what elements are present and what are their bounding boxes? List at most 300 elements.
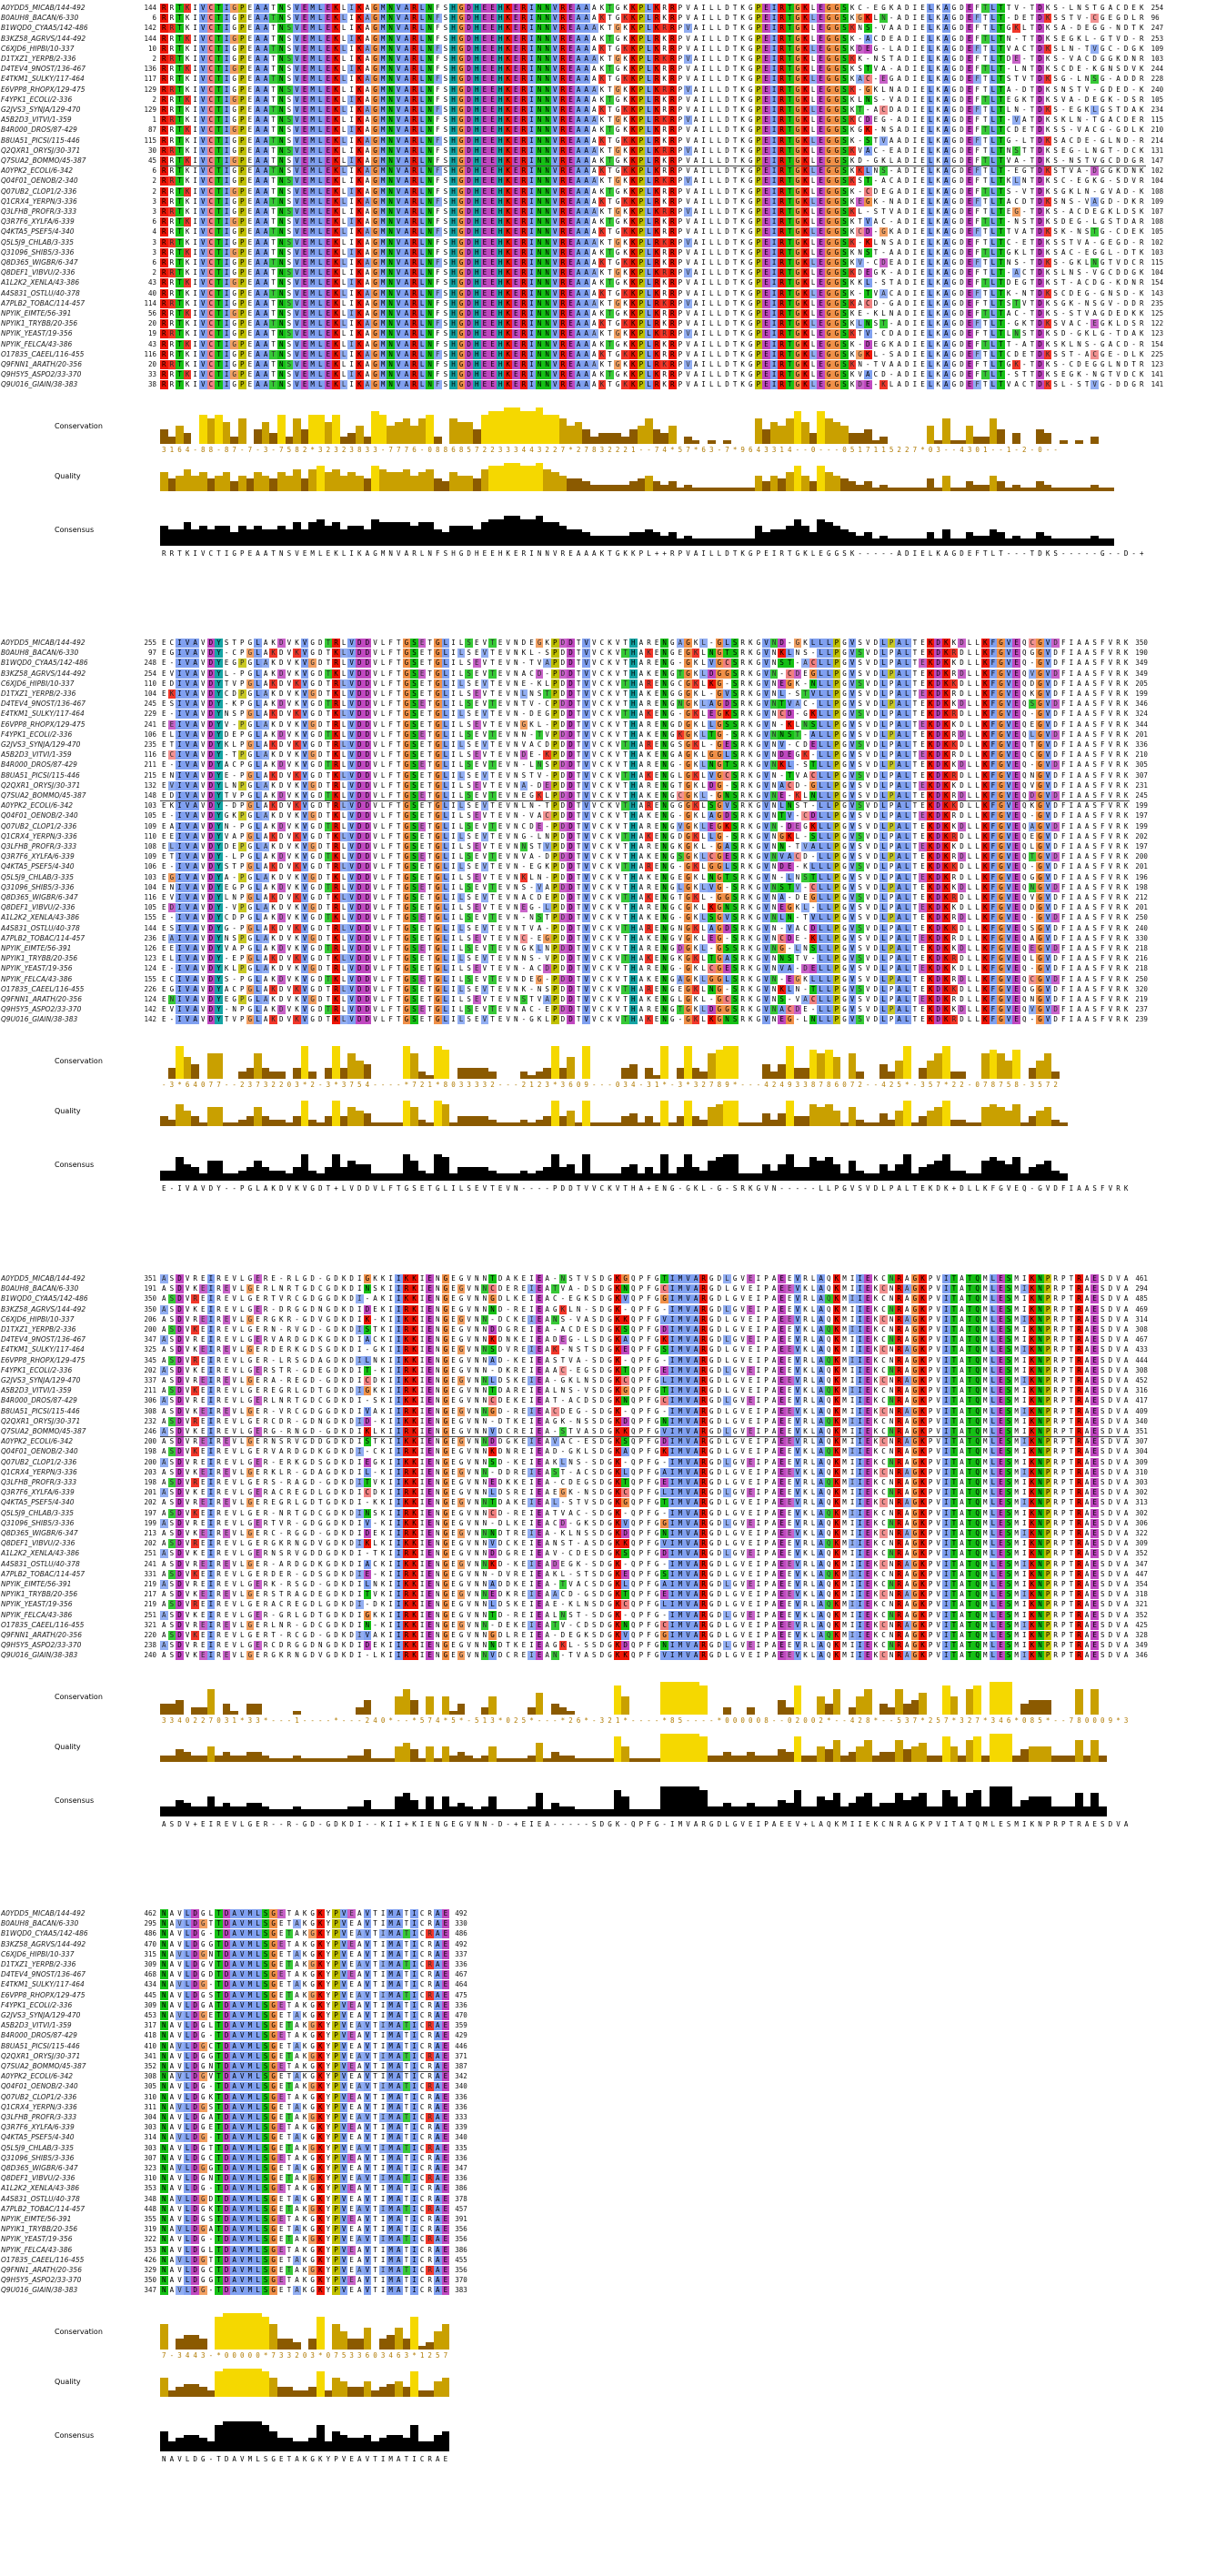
sequence-row[interactable]: E6VPP8_RHOPX/129-475 445 N A V L D G S T D A V M L S G E T A K G K Y P V E A V T I M A T I C R A E 475: [0, 1991, 1206, 2000]
sequence-name[interactable]: B4R000_DROS/87-429: [1, 2031, 133, 2040]
sequence-row[interactable]: Q3LFHB_PROFR/3-333 304 N A V L D G A T D A V M L S G E T A K G K Y P V E A V T I M A T I C R A E 333: [0, 2113, 1206, 2122]
sequence-row[interactable]: A5B2D3_VITVI/1-359 116 E C I V A V D Y - T P G L A K D V K V G D T K L V D D V L F T G S E T G L I L S E V T E V N D E - K P D D T V V C K V T H A K E N G A G K L G G L S R K G V N D E G K - L L P G V S V D L P A L T E K D K R D L L K F G V E Q C G V D F I A A S F V R K 210: [0, 750, 1206, 760]
sequence-name[interactable]: C6XJD6_HIPBI/10-337: [1, 45, 133, 54]
sequence-name[interactable]: D1TXZ1_YERPB/2-336: [1, 689, 133, 699]
sequence-name[interactable]: A4S831_OSTLU/40-378: [1, 2195, 133, 2204]
sequence-row[interactable]: Q2QXR1_ORYSJ/30-371 341 N A V L D G G T D A V M L S G E T A K G K Y P V E A V T I M A T I C R A E 371: [0, 2052, 1206, 2061]
sequence-name[interactable]: D4TEV4_9NOST/136-467: [1, 65, 133, 74]
sequence-row[interactable]: Q31096_SHIB5/3-336 307 N A V L D G C T D A V M L S G E T A K G K Y P V E A V T I M A T I C R A E 336: [0, 2154, 1206, 2163]
sequence-name[interactable]: NPYIK1_TRYBB/20-356: [1, 2225, 133, 2234]
sequence-row[interactable]: NPYIK_FELCA/43-386 43 R R T K I V C T I G P E A A T N S V E M L E K L I K A G M N V A R L N F S H G D H E E H K E R I N N V R E A A A K T G K K P L R K R P V A I L L D T K G P E I R T G K L E G G S K - D E G K A D I E L K A G D E F T L T T - A T D K S K L N S - G A C D - R 154: [0, 340, 1206, 349]
sequence-row[interactable]: NPYIK_EIMTE/56-391 355 N A V L D G S T D A V M L S G E T A K G K Y P V E A V T I M A T I C R A E 391: [0, 2215, 1206, 2224]
sequence-row[interactable]: Q8DEF1_VIBVU/2-336 202 A S D V R E I R E V L G E R G K R N G D V G D K D I K L K I I K K I E N G E G V N N V D C K E I E A N S T - A S D G K K Q P F G V I M V A R G D L G V E I P A E E V R L A Q K M I I E K C N R A G K P V I T A T Q M L E S M I K N P R P T R A E S D V A 309: [0, 1539, 1206, 1548]
sequence-name[interactable]: F4YPK1_ECOLI/2-336: [1, 2001, 133, 2010]
sequence-row[interactable]: B3KZ58_AGRVS/144-492 254 E V I V A V D Y L - P G L A K D V K V G D T K L V D D V L F T G S E T G L I L S E V T E V N A C D - P D D T V V C K V T H A K E N G T G K L D G G S R K G V N - C D E G L L P G V S V D L P A L T E K D K R D L L K F G V E Q V G V D F I A A S F V R K 349: [0, 669, 1206, 679]
sequence-name[interactable]: Q31096_SHIB5/3-336: [1, 883, 133, 892]
sequence-row[interactable]: B3KZ58_AGRVS/144-492 144 R R T K I V C T I G P E A A T N S V E M L E K L I K A G M N V A R L N F S H G D H E E H K E R I N N V R E A A A K T G K K P L R K R P V A I L L D T K G P E I R T G K L E G G S K - A C D E A D I E L K A G D E F T L T N - T T D K S E G K L - G T V D - R 253: [0, 35, 1206, 44]
sequence-name[interactable]: Q5L5J9_CHLAB/3-335: [1, 873, 133, 882]
sequence-row[interactable]: B8UA51_PICSI/115-446 410 N A V L D G C T D A V M L S G E T A K G K Y P V E A V T I M A T I C R A E 446: [0, 2042, 1206, 2051]
sequence-name[interactable]: E4TKM1_SULKY/117-464: [1, 709, 133, 719]
sequence-name[interactable]: G2JVS3_SYNJA/129-470: [1, 740, 133, 750]
sequence-name[interactable]: A7PLB2_TOBAC/114-457: [1, 1570, 133, 1579]
sequence-name[interactable]: NPYIK_FELCA/43-386: [1, 2246, 133, 2255]
sequence-row[interactable]: A0YPK2_ECOLI/6-342 200 A S D V R E I R E V L G E R N S R V G D D G D K D I S T K I I K K I E N G E G V N N D D G K E I E A V A C - E S D G K S Q P F G D I M V A R G D L G V E I P A E E V R L A Q K M I I E K C N R A G K P V I T A T Q M L E S M I K N P R P T R A E S D V A 307: [0, 1437, 1206, 1446]
sequence-row[interactable]: Q4KTA5_PSEF5/4-340 202 A S D V R E I R E V L G E R E G R L G D T G D K D I - K K I I K K I E N G E G V N N T D A K E I E A L - S T V S D G K G Q P F G T I M V A R G D L G V E I P A E E V R L A Q K M I I E K C N R A G K P V I T A T Q M L E S M I K N P R P T R A E S D V A 313: [0, 1498, 1206, 1507]
sequence-row[interactable]: Q9FNN1_ARATH/20-356 220 A S D V K E I R E V L G E R T - R C G D - G D K D I V A K I I R K I E N G E G V N N G D L R E I E A - D E G K S D G K V Q P F G G I M V A R G D L G V E I P A E E V K L A Q K M I I E K C N R A G K P V I T A T Q M L E S M I K N P R P T R A E S D V A 328: [0, 1631, 1206, 1640]
sequence-row[interactable]: A7PLB2_TOBAC/114-457 236 E A I V A V D Y N S P G L A K D V K V G D T K L V D D V L F T G S E T G L I L S E V T E V N C - E G P D D T V V C K V T H A K E N G V G K L E G - S R K G V N C D E - K L L P G V S V D L P A L T E K D K R D L L K F G V E Q A G V D F I A A S F V R K 330: [0, 934, 1206, 943]
sequence-name[interactable]: Q7SUA2_BOMMO/45-387: [1, 2062, 133, 2071]
sequence-name[interactable]: B1WQD0_CYAA5/142-486: [1, 1929, 133, 1938]
sequence-row[interactable]: A4S831_OSTLU/40-378 40 R R T K I V C T I G P E A A T N S V E M L E K L I K A G M N V A R L N F S H G D H E E H K E R I N N V R E A A A K T G K K P L K R R P V A I L L D T K G P E I R T G K L E G G S K - T V A C A D I E L K A G D E F T L T K - N T D K S C D E G - G N S D - K 143: [0, 289, 1206, 298]
sequence-row[interactable]: B8UA51_PICSI/115-446 215 E N I V A V D Y E - P G L A K D V K V G D T K L V D D V L F T G S E T G L I L S E V T E V N S T V - P D D T V V C K V T H A K E N G L G K L V G C S R K G V N - T V A C L L P G V S V D L P A L T E K D K R D L L K F G V E Q N G V D F I A A S F V R K 307: [0, 771, 1206, 780]
sequence-name[interactable]: Q1CRX4_YERPN/3-336: [1, 197, 133, 206]
sequence-row[interactable]: G2JVS3_SYNJA/129-470 129 R R T K I V C T I G P E A A T N S V E M L E K L I K A G M N V A R L N F S H G D H E E H K E R I N N V R E A A A K T G K K P L K R R P V A I L L D T K G P E I R T G K L E G G S K T - A C D A D I E L K A G D E F T L T L N - T D K S - E G K L G S T D A K 234: [0, 106, 1206, 115]
sequence-row[interactable]: F4YPK1_ECOLI/2-336 2 R R T K I V C T I G P E A A T N S V E M L E K L I K A G M N V A R L N F S H G D H E E H K E R I N N V R E A A A K T G K K P L R K R P V A I L L D T K G P E I R T G K L E G G S K L N S - V A D I E L K A G D E F T L T E G K T D K S V A - D E G K - D S R 105: [0, 96, 1206, 105]
sequence-row[interactable]: E4TKM1_SULKY/117-464 229 E - I V A V D Y N S P G L A K D V K V G D T K L V D D V L F T G S E T G L I L S E V T E V N - D E G P D D T V V C K V T H A K E N G - G K L E G K S R K G V N C D - G K L L P G V S V D L P A L T E K D K R D L L K F G V E Q - G V D F I A A S F V R K 324: [0, 709, 1206, 719]
sequence-row[interactable]: A7PLB2_TOBAC/114-457 331 A S D V K E I R E V L G E R D E R - G D S G D K D I E - K I I R K I E N G E G V N N - D V R E I E A K L - S T S D G K E Q P F G S I M V A R G D L G V E I P A E E V K L A Q K M I I E K C N R A G K P V I T A T Q M L E S M I K N P R P T R A E S D V A 447: [0, 1570, 1206, 1579]
sequence-row[interactable]: Q4KTA5_PSEF5/4-340 4 R R T K I V C T I G P E A A T N S V E M L E K L I K A G M N V A R L N F S H G D H E E H K E R I N N V R E A A A K T G K K P L K R R P V A I L L D T K G P E I R T G K L E G G S K C D - G K A D I E L K A G D E F T L T T V A T D K S K - N S T G - C D E K 105: [0, 227, 1206, 236]
sequence-row[interactable]: Q07UB2_CLOP1/2-336 109 E A I V A V D Y N - P G L A K D V K V G D T R L V D D V L F T G S E T G L I L S E V T E V N C D E - P D D T V V C K V T H A R E N G V G K L E G K S R K G V N - D E G K L L P G V S V D L P A L T E K D K K D L L K F G V E Q A G V D F I A A S F V R K 199: [0, 822, 1206, 831]
sequence-name[interactable]: D4TEV4_9NOST/136-467: [1, 1970, 133, 1979]
sequence-row[interactable]: Q2QXR1_ORYSJ/30-371 232 A S D V R E I R E V L G E R C D R - G D N G D K D I D - K I I K K I E N G E G V N N - D T K E I E A G K - N S S D G K D Q P F G N I M V A R G D L G V E I P A E E V R L A Q K M I I E K C N R A G K P V I T A T Q M L E S M I K N P R P T R A E S D V A 340: [0, 1417, 1206, 1426]
sequence-name[interactable]: C6XJD6_HIPBI/10-337: [1, 1950, 133, 1959]
sequence-name[interactable]: A5B2D3_VITVI/1-359: [1, 116, 133, 125]
sequence-name[interactable]: B3KZ58_AGRVS/144-492: [1, 1940, 133, 1949]
sequence-name[interactable]: G2JVS3_SYNJA/129-470: [1, 106, 133, 115]
sequence-name[interactable]: NPYIK1_TRYBB/20-356: [1, 954, 133, 963]
sequence-row[interactable]: Q04F01_OENOB/2-340 105 E - I V A V D Y G K P G L A K D V K V G D T K L V D D V L F T G S E T G L I L S E V T E V N - V A C P D D T V V C K V T H A K E N G - G K L A G D S R K G V N T V - C D L L P G V S V D L P A L T E K D K R D L L K F G V E Q - G V D F I A A S F V R K 197: [0, 811, 1206, 820]
sequence-name[interactable]: Q4KTA5_PSEF5/4-340: [1, 1498, 133, 1507]
sequence-row[interactable]: NPYIK1_TRYBB/20-356 123 E L I V A V D Y - E P G L A K D V K V G D T K L V D D V L F T G S E T G L I L S E V T E V N N S - V P D D T V V C K V T H A K E N G K G K L T G A S R K G V N N S T V - L L P G V S V D L P A L T E K D K R D L L K F G V E Q L G V D F I A A S F V R K 216: [0, 954, 1206, 963]
sequence-row[interactable]: Q1CRX4_YERPN/3-336 311 N A V L D G S T D A V M L S G E T A K G K Y P V E A V T I M A T I C R A E 336: [0, 2103, 1206, 2112]
sequence-row[interactable]: Q4KTA5_PSEF5/4-340 314 N A V L D G - T D A V M L S G E T A K G K Y P V E A V T I M A T I C R A E 340: [0, 2133, 1206, 2142]
sequence-name[interactable]: A5B2D3_VITVI/1-359: [1, 750, 133, 760]
sequence-row[interactable]: Q9FNN1_ARATH/20-356 20 R R T K I V C T I G P E A A T N S V E M L E K L I K A G M N V A R L N F S H G D H E E H K E R I N N V R E A A A K T G K K P L R K R P V A I L L D T K G P E I R T G K L E G G S K N - T V A A D I E L K A G D E F T L T G K - T D K S - C D E G G L N D T R 123: [0, 360, 1206, 369]
sequence-row[interactable]: B4R000_DROS/87-429 306 A S D V R E I R E V L G E R L N R T G D C G D K D I - S K I I K K I E N G E G V N N C D E K E I E A T - A C D S D G K N Q P F G C I M V A R G D L G V E I P A E E V R L A Q K M I I E K C N R A G K P V I T A T Q M L E S M I K N P R P T R A E S D V A 417: [0, 1396, 1206, 1405]
sequence-row[interactable]: B0AUH8_BACAN/6-330 191 A S D V K E I R E V L G E R L N R T G D C G D K D I N S K I I R K I E N G E G V N N C D E R E I E A T V A - D S D G K N Q P F G C I M V A R G D L G V E I P A E E V K L A Q K M I I E K C N R A G K P V I T A T Q M L E S M I K N P R P T R A E S D V A 294: [0, 1284, 1206, 1293]
sequence-name[interactable]: B1WQD0_CYAA5/142-486: [1, 659, 133, 668]
sequence-name[interactable]: A7PLB2_TOBAC/114-457: [1, 934, 133, 943]
sequence-name[interactable]: Q2QXR1_ORYSJ/30-371: [1, 146, 133, 156]
sequence-name[interactable]: G2JVS3_SYNJA/129-470: [1, 1376, 133, 1385]
sequence-row[interactable]: Q31096_SHIB5/3-336 3 R R T K I V C T I G P E A A T N S V E M L E K L I K A G M N V A R L N F S H G D H E E H K E R I N N V R E A A A K T G K K P L K R R P V A I L L D T K G P E I R T G K L E G G S K N S T - A A D I E L K A G D E F T L T G K L T D K S A C - E G G L - D T K 103: [0, 248, 1206, 257]
sequence-name[interactable]: Q3LFHB_PROFR/3-333: [1, 2113, 133, 2122]
sequence-row[interactable]: A0YDD5_MICAB/144-492 351 A S D V R E I R E V L G E R E - R L G D - G D K D I G K K I I K K I E N G E G V N N T D A K E I E A - N S T V S D G K G Q P F G T I M V A R G D L G V E I P A E E V R L A Q K M I I E K C N R A G K P V I T A T Q M L E S M I K N P R P T R A E S D V A 461: [0, 1274, 1206, 1283]
sequence-row[interactable]: Q04F01_OENOB/2-340 198 A S D V K E I R E V L G E R V A R D G D K G D K D I - C K I I R K I E N G E G V N N K D N R E I E A D - G K L S D G K A Q P F G K I M V A R G D L G V E I P A E E V K L A Q K M I I E K C N R A G K P V I T A T Q M L E S M I K N P R P T R A E S D V A 304: [0, 1447, 1206, 1456]
sequence-row[interactable]: F4YPK1_ECOLI/2-336 309 N A V L D G A T D A V M L S G E T A K G K Y P V E A V T I M A T I C R A E 336: [0, 2001, 1206, 2010]
sequence-name[interactable]: B4R000_DROS/87-429: [1, 760, 133, 770]
sequence-row[interactable]: A1L2K2_XENLA/43-386 155 E - I V A V D Y C D P G L A K D V K V G D T K L V D D V L F T G S E T G L I L S E V T E V N - N S T P D D T V V C K V T H A K E N G - G K L S G V S R K G V N L N - T V L L P G V S V D L P A L T E K D K R D L L K F G V E Q - G V D F I A A S F V R K 250: [0, 913, 1206, 922]
sequence-row[interactable]: D4TEV4_9NOST/136-467 136 R R T K I V C T I G P E A A T N S V E M L E K L I K A G M N V A R L N F S H G D H E E H K E R I N N V R E A A A K T G K K P L K R R P V A I L L D T K G P E I R T G K L E G G S K S T V A - A D I E L K A G D E F T L T - L N T D K S C D E - K G N S D V K 244: [0, 65, 1206, 74]
sequence-row[interactable]: A1L2K2_XENLA/43-386 251 A S D V K E I R E V L G E R N S R V G D D G D K D I - T K I I R K I E N G E G V N N D D G R E I E A V - C D E S D G K S Q P F G D I M V A R G D L G V E I P A E E V K L A Q K M I I E K C N R A G K P V I T A T Q M L E S M I K N P R P T R A E S D V A 352: [0, 1549, 1206, 1558]
sequence-row[interactable]: E4TKM1_SULKY/117-464 434 N A V L D G - T D A V M L S G E T A K G K Y P V E A V T I M A T I C R A E 464: [0, 1980, 1206, 1989]
sequence-name[interactable]: O17835_CAEEL/116-455: [1, 2256, 133, 2265]
sequence-row[interactable]: O17835_CAEEL/116-455 426 N A V L D G T T D A V M L S G E T A K G K Y P V E A V T I M A T I C R A E 455: [0, 2256, 1206, 2265]
sequence-row[interactable]: A4S831_OSTLU/40-378 241 A S D V R E I R E V L G E R - A R D G D K G D K D I A C K I I K K I E N G E G V N N K D - K E I E A D E G K - S D G K - Q P F G - I M V A R G D L G V E I P A E E V R L A Q K M I I E K C N R A G K P V I T A T Q M L E S M I K N P R P T R A E S D V A 347: [0, 1560, 1206, 1569]
sequence-name[interactable]: E6VPP8_RHOPX/129-475: [1, 720, 133, 730]
sequence-row[interactable]: C6XJD6_HIPBI/10-337 315 N A V L D G N T D A V M L S G E T A K G K Y P V E A V T I M A T I C R A E 337: [0, 1950, 1206, 1959]
sequence-name[interactable]: Q8DEF1_VIBVU/2-336: [1, 2174, 133, 2183]
sequence-row[interactable]: Q31096_SHIB5/3-336 199 A S D V R E I R E V L G E R T V R - G D G G D K D I V - K I I K K I E N G E G V N N - D L K E I E A C D - G K S D G K V Q P F G G I M V A R G D L G V E I P A E E V R L A Q K M I I E K C N R A G K P V I T A T Q M L E S M I K N P R P T R A E S D V A 306: [0, 1519, 1206, 1528]
sequence-row[interactable]: Q7SUA2_BOMMO/45-387 246 A S D V K E I R E V L G E R G - R N G D - G D K D I K L K I I R K I E N G E G V N N V D C R E I E A - S T V A S D G K K Q P F G V I M V A R G D L G V E I P A E E V K L A Q K M I I E K C N R A G K P V I T A T Q M L E S M I K N P R P T R A E S D V A 351: [0, 1427, 1206, 1436]
sequence-row[interactable]: NPYIK1_TRYBB/20-356 319 N A V L D G A T D A V M L S G E T A K G K Y P V E A V T I M A T I C R A E 356: [0, 2225, 1206, 2234]
sequence-name[interactable]: O17835_CAEEL/116-455: [1, 985, 133, 994]
sequence-row[interactable]: Q9FNN1_ARATH/20-356 329 N A V L D G C T D A V M L S G E T A K G K Y P V E A V T I M A T I C R A E 356: [0, 2266, 1206, 2275]
sequence-name[interactable]: A7PLB2_TOBAC/114-457: [1, 299, 133, 308]
sequence-row[interactable]: Q2QXR1_ORYSJ/30-371 132 E V I V A V D Y L N P G L A K D V K V G D T R L V D D V L F T G S E T G L I L S E V T E V N A - D E P D D T V V C K V T H A R E N G T G K L D G - S R K G V N A C D - G L L P G V S V D L P A L T E K D K K D L L K F G V E Q V G V D F I A A S F V R K 231: [0, 781, 1206, 790]
sequence-row[interactable]: Q9U016_GIAIN/38-383 347 N A V L D G - T D A V M L S G E T A K G K Y P V E A V T I M A T I C R A E 383: [0, 2286, 1206, 2295]
sequence-name[interactable]: B3KZ58_AGRVS/144-492: [1, 35, 133, 44]
sequence-row[interactable]: B8UA51_PICSI/115-446 308 A S D V K E I R E V L G E R - V R C G D G G D K D I V A K I I R K I E N G E G V N N G D - R E I E A C D E G - S D G K - Q P F G - I M V A R G D L G V E I P A E E V K L A Q K M I I E K C N R A G K P V I T A T Q M L E S M I K N P R P T R A E S D V A 409: [0, 1407, 1206, 1416]
sequence-row[interactable]: NPYIK1_TRYBB/20-356 217 A S D V K E I R E V L G E R S T R A G D E G D K D I T V K I I R K I E N G E G V N N E D K R E I E A A C D - G S D G K T Q P F G E I M V A R G D L G V E I P A E E V K L A Q K M I I E K C N R A G K P V I T A T Q M L E S M I K N P R P T R A E S D V A 318: [0, 1590, 1206, 1599]
sequence-name[interactable]: A0YDD5_MICAB/144-492: [1, 639, 133, 648]
sequence-name[interactable]: A0YDD5_MICAB/144-492: [1, 1909, 133, 1918]
sequence-row[interactable]: A4S831_OSTLU/40-378 144 E S I V A V D Y G - P G L A K D V K V G D T R L V D D V L F T G S E T G L I L S E V T E V N T V A - P D D T V V C K V T H A R E N G N G K L A G D S R K G V N - V A C D L L P G V S V D L P A L T E K D K K D L L K F G V E Q S G V D F I A A S F V R K 240: [0, 924, 1206, 933]
sequence-row[interactable]: E6VPP8_RHOPX/129-475 345 A S D V R E I R E V L G E R - L R S G D A G D K D I L N K I I K K I E N G E G V N N A D - K E I E A S T V A - S D G K - Q P F G - I M V A R G D L G V E I P A E E V R L A Q K M I I E K C N R A G K P V I T A T Q M L E S M I K N P R P T R A E S D V A 444: [0, 1356, 1206, 1365]
sequence-row[interactable]: NPYIK_EIMTE/56-391 126 E E I V A V D Y V A P G L A K D V K V G D T R L V D D V L F T G S E T G L I L S E V T E V N G K L N P D D T V V C K V T H A R E N G D G K L - G S S R K G V N G - L N S L L P G V S V D L P A L T E K D K K D L L K F G V E Q E G V D F I A A S F V R K 218: [0, 944, 1206, 953]
sequence-name[interactable]: Q31096_SHIB5/3-336: [1, 2154, 133, 2163]
sequence-name[interactable]: Q8DEF1_VIBVU/2-336: [1, 268, 133, 277]
sequence-row[interactable]: B3KZ58_AGRVS/144-492 470 N A V L D G G T D A V M L S G E T A K G K Y P V E A V T I M A T I C R A E 492: [0, 1940, 1206, 1949]
sequence-name[interactable]: D1TXZ1_YERPB/2-336: [1, 55, 133, 64]
sequence-row[interactable]: A4S831_OSTLU/40-378 348 N A V L D G D T D A V M L S G E T A K G K Y P V E A V T I M A T I C R A E 378: [0, 2195, 1206, 2204]
sequence-name[interactable]: A1L2K2_XENLA/43-386: [1, 2184, 133, 2193]
sequence-row[interactable]: D1TXZ1_YERPB/2-336 2 R R T K I V C T I G P E A A T N S V E M L E K L I K A G M N V A R L N F S H G D H E E H K E R I N N V R E A A A K T G K K P L R K R P V A I L L D T K G P E I R T G K L E G G S K K - N S T A D I E L K A G D E F T L T D E - T D K S - V A C D G G K D N R 103: [0, 55, 1206, 64]
sequence-row[interactable]: D4TEV4_9NOST/136-467 347 A S D V R E I R E V L G E R V A R D G D K G D K D I A C K I I K K I E N G E G V N N K D N K E I E A D E G - L S D G K A Q P F G K I M V A R G D L G V E I P A E E V R L A Q K M I I E K C N R A G K P V I T A T Q M L E S M I K N P R P T R A E S D V A 467: [0, 1335, 1206, 1344]
sequence-row[interactable]: C6XJD6_HIPBI/10-337 206 A S D V R E I R E V L G E R G K R - G D V G D K D I K - K I I K K I E N G E G V N N - D C K E I E A N S - V A S D G K K Q P F G V I M V A R G D L G V E I P A E E V R L A Q K M I I E K C N R A G K P V I T A T Q M L E S M I K N P R P T R A E S D V A 314: [0, 1315, 1206, 1324]
sequence-row[interactable]: NPYIK_FELCA/43-386 155 E C I V A V D Y S - P G L A K D V K V G D T K L V D D V L F T G S E T G L I L S E V T E V N D E G - P D D T V V C K V T H A K E N G A G K L G G L S R K G V N - E G K L L L P G V S V D L P A L T E K D K R D L L K F G V E Q C G V D F I A A S F V R K 250: [0, 975, 1206, 984]
sequence-row[interactable]: NPYIK_YEAST/19-356 124 E - I V A V D Y K L P G L A K D V K V G D T R L V D D V L F T G S E T G L I L S E V T E V N - A C D P D D T V V C K V T H A R E N G - G K L C G E S R K G V N V A - D E L L P G V S V D L P A L T E K D K K D L L K F G V E Q - G V D F I A A S F V R K 218: [0, 964, 1206, 973]
sequence-row[interactable]: Q7SUA2_BOMMO/45-387 148 E D I V A V D Y T V P G L A K D V K V G D T K L V D D V L F T G S E T G L I L S E V T E V N E G K L P D D T V V C K V T H A K E N G C G K L - G N S R K G V N E - K L N L L P G V S V D L P A L T E K D K R D L L K F G V E Q D G V D F I A A S F V R K 245: [0, 791, 1206, 800]
sequence-name[interactable]: Q8DEF1_VIBVU/2-336: [1, 1539, 133, 1548]
sequence-name[interactable]: NPYIK_EIMTE/56-391: [1, 2215, 133, 2224]
sequence-name[interactable]: E6VPP8_RHOPX/129-475: [1, 1991, 133, 2000]
sequence-row[interactable]: NPYIK_YEAST/19-356 322 N A V L D G - T D A V M L S G E T A K G K Y P V E A V T I M A T I C R A E 356: [0, 2235, 1206, 2244]
sequence-name[interactable]: Q2QXR1_ORYSJ/30-371: [1, 1417, 133, 1426]
sequence-name[interactable]: Q3R7F6_XYLFA/6-339: [1, 852, 133, 861]
sequence-name[interactable]: A4S831_OSTLU/40-378: [1, 924, 133, 933]
sequence-name[interactable]: Q9FNN1_ARATH/20-356: [1, 1631, 133, 1640]
sequence-name[interactable]: A0YDD5_MICAB/144-492: [1, 1274, 133, 1283]
sequence-row[interactable]: Q07UB2_CLOP1/2-336 2 R R T K I V C T I G P E A A T N S V E M L E K L I K A G M N V A R L N F S H G D H E E H K E R I N N V R E A A A K T G K K P L K R R P V A I L L D T K G P E I R T G K L E G G S K - C D E G A D I E L K A G D E F T L T S - V T D K S G K L N - G V A D - K 108: [0, 187, 1206, 196]
sequence-row[interactable]: NPYIK_YEAST/19-356 19 R R T K I V C T I G P E A A T N S V E M L E K L I K A G M N V A R L N F S H G D H E E H K E R I N N V R E A A A K T G K K P L K R R P V A I L L D T K G P E I R T G K L E G G S K T V - C D A D I E L K A G D E F T L T L N S T D K S D - G K L G - T D A K 123: [0, 329, 1206, 338]
sequence-row[interactable]: A1L2K2_XENLA/43-386 353 N A V L D G - T D A V M L S G E T A K G K Y P V E A V T I M A T I C R A E 386: [0, 2184, 1206, 2193]
sequence-row[interactable]: O17835_CAEEL/116-455 116 R R T K I V C T I G P E A A T N S V E M L E K L I K A G M N V A R L N F S H G D H E E H K E R I N N V R E A A A K T G K K P L K R R P V A I L L D T K G P E I R T G K L E G G S K G K L - S A D I E L K A G D E F T L T C D E T D K S S T - A C G E - D L K 225: [0, 350, 1206, 359]
sequence-row[interactable]: NPYIK_FELCA/43-386 251 A S D V K E I R E V L G E R - G R L G D T G D K D I G K K I I R K I E N G E G V N N T D - R E I E A L N S T - S D G K - Q P F G - I M V A R G D L G V E I P A E E V K L A Q K M I I E K C N R A G K P V I T A T Q M L E S M I K N P R P T R A E S D V A 352: [0, 1611, 1206, 1620]
sequence-name[interactable]: NPYIK_FELCA/43-386: [1, 975, 133, 984]
sequence-row[interactable]: Q1CRX4_YERPN/3-336 3 R R T K I V C T I G P E A A T N S V E M L E K L I K A G M N V A R L N F S H G D H E E H K E R I N N V R E A A A K T G K K P L R K R P V A I L L D T K G P E I R T G K L E G G S K E G K - N A D I E L K A G D E F T L T A C D T D K S N S - V A G D - D K R 109: [0, 197, 1206, 206]
sequence-row[interactable]: Q9H5Y5_ASPO2/33-370 350 N A V L D G G T D A V M L S G E T A K G K Y P V E A V T I M A T I C R A E 370: [0, 2276, 1206, 2285]
sequence-name[interactable]: E6VPP8_RHOPX/129-475: [1, 86, 133, 95]
sequence-name[interactable]: Q7SUA2_BOMMO/45-387: [1, 1427, 133, 1436]
sequence-row[interactable]: E4TKM1_SULKY/117-464 325 A S D V K E I R E V L G E R D E R K G D S G D K D I - G K I I R K I E N G E G V N N S D V R E I E A K - N S T S D G K E Q P F G S I M V A R G D L G V E I P A E E V K L A Q K M I I E K C N R A G K P V I T A T Q M L E S M I K N P R P T R A E S D V A 433: [0, 1345, 1206, 1354]
sequence-name[interactable]: NPYIK_YEAST/19-356: [1, 329, 133, 338]
sequence-row[interactable]: C6XJD6_HIPBI/10-337 10 R R T K I V C T I G P E A A T N S V E M L E K L I K A G M N V A R L N F S H G D H E E H K E R I N N V R E A A A K T G K K P L K R R P V A I L L D T K G P E I R T G K L E G G S K D E G - L A D I E L K A G D E F T L T V A C T D K S L N - T V G C - D G K 109: [0, 45, 1206, 54]
sequence-row[interactable]: B0AUH8_BACAN/6-330 97 E G I V A V D Y - C P G L A K D V K V G D T K L V D D V L F T G S E T G L I L S E V T E V N K L - S P D D T V V C K V T H A K E N G E G K L N G T S R K G V N K L N S - L L P G V S V D L P A L T E K D K R D L L K F G V E Q G G V D F I A A S F V R K 190: [0, 649, 1206, 658]
sequence-name[interactable]: Q8D365_WIGBR/6-347: [1, 1529, 133, 1538]
sequence-row[interactable]: Q9FNN1_ARATH/20-356 124 E N I V A V D Y E G P G L A K D V K V G D T K L V D D V L F T G S E T G L I L S E V T E V N S T V A P D D T V V C K V T H A K E N G L G K L - G C S R K G V N S - V A C L L P G V S V D L P A L T E K D K R D L L K F G V E Q N G V D F I A A S F V R K 219: [0, 995, 1206, 1004]
sequence-name[interactable]: D1TXZ1_YERPB/2-336: [1, 1960, 133, 1969]
sequence-row[interactable]: Q8D365_WIGBR/6-347 323 N A V L D G G T D A V M L S G E T A K G K Y P V E A V T I M A T I C R A E 347: [0, 2164, 1206, 2173]
sequence-row[interactable]: A0YDD5_MICAB/144-492 255 E C I V A V D Y S T P G L A K D V K V G D T R L V D D V L F T G S E T G L I L S E V T E V N D E G K P D D T V V C K V T H A R E N G A G K L - G L S R K G V N D - G K L L L P G V S V D L P A L T E K D K K D L L K F G V E Q C G V D F I A A S F V R K 350: [0, 639, 1206, 648]
sequence-row[interactable]: A5B2D3_VITVI/1-359 317 N A V L D G L T D A V M L S G E T A K G K Y P V E A V T I M A T I C R A E 359: [0, 2021, 1206, 2030]
sequence-row[interactable]: G2JVS3_SYNJA/129-470 453 N A V L D G E T D A V M L S G E T A K G K Y P V E A V T I M A T I C R A E 470: [0, 2011, 1206, 2020]
sequence-name[interactable]: Q3R7F6_XYLFA/6-339: [1, 217, 133, 226]
sequence-row[interactable]: B4R000_DROS/87-429 418 N A V L D G - T D A V M L S G E T A K G K Y P V E A V T I M A T I C R A E 429: [0, 2031, 1206, 2040]
sequence-row[interactable]: Q07UB2_CLOP1/2-336 200 A S D V R E I R E V L G E R - E R K G D S G D K D I E G K I I K K I E N G E G V N N S D - K E I E A K L N S - S D G K - Q P F G - I M V A R G D L G V E I P A E E V R L A Q K M I I E K C N R A G K P V I T A T Q M L E S M I K N P R P T R A E S D V A 309: [0, 1458, 1206, 1467]
sequence-row[interactable]: Q3R7F6_XYLFA/6-339 201 A S D V K E I R E V L G E R A C R E G D L G D K D I C D K I I R K I E N G E G V N N L D S R E I E A E G K - N S D G K C Q P F G L I M V A R G D L G V E I P A E E V K L A Q K M I I E K C N R A G K P V I T A T Q M L E S M I K N P R P T R A E S D V A 302: [0, 1488, 1206, 1497]
sequence-name[interactable]: Q4KTA5_PSEF5/4-340: [1, 227, 133, 236]
sequence-name[interactable]: NPYIK_EIMTE/56-391: [1, 309, 133, 318]
sequence-row[interactable]: C6XJD6_HIPBI/10-337 110 E D I V A V D Y T V P G L A K D V K V G D T R L V D D V L F T G S E T G L I L S E V T E V N E - K L P D D T V V C K V T H A R E N G C G K L K G - S R K G V N E G K - N L L P G V S V D L P A L T E K D K K D L L K F G V E Q D G V D F I A A S F V R K 205: [0, 679, 1206, 689]
sequence-name[interactable]: NPYIK_FELCA/43-386: [1, 340, 133, 349]
sequence-row[interactable]: D1TXZ1_YERPB/2-336 200 A S D V K E I R E V L G E R N - R V G D - G D K D I S T K I I R K I E N G E G V N N D D G R E I E A - A C D E S D G K S Q P F G D I M V A R G D L G V E I P A E E V K L A Q K M I I E K C N R A G K P V I T A T Q M L E S M I K N P R P T R A E S D V A 308: [0, 1325, 1206, 1334]
sequence-row[interactable]: B3KZ58_AGRVS/144-492 350 A S D V K E I R E V L G E R - D R G G D N G D K D I D E K I I R K I E N G E G V N N N D - R E I E A G K L N - S D G K - Q P F G - I M V A R G D L G V E I P A E E V K L A Q K M I I E K C N R A G K P V I T A T Q M L E S M I K N P R P T R A E S D V A 469: [0, 1305, 1206, 1314]
sequence-name[interactable]: Q9H5Y5_ASPO2/33-370: [1, 1641, 133, 1650]
sequence-name[interactable]: A0YPK2_ECOLI/6-342: [1, 2072, 133, 2081]
sequence-name[interactable]: Q04F01_OENOB/2-340: [1, 811, 133, 820]
sequence-row[interactable]: NPYIK_EIMTE/56-391 56 R R T K I V C T I G P E A A T N S V E M L E K L I K A G M N V A R L N F S H G D H E E H K E R I N N V R E A A A K T G K K P L K R R P V A I L L D T K G P E I R T G K L E G G S K E - K L N A D I E L K A G D E F T L T A C - T D K S - S T V A G D E D K K 125: [0, 309, 1206, 318]
sequence-name[interactable]: A0YPK2_ECOLI/6-342: [1, 801, 133, 810]
sequence-name[interactable]: D4TEV4_9NOST/136-467: [1, 699, 133, 709]
sequence-name[interactable]: Q9H5Y5_ASPO2/33-370: [1, 1005, 133, 1014]
sequence-row[interactable]: Q1CRX4_YERPN/3-336 203 A S D V K E I R E V L G E R K L R - G D A G D K D I L - K I I R K I E N G E G V N N - D D R E I E A S T - A C S D G K L Q P F G A I M V A R G D L G V E I P A E E V K L A Q K M I I E K C N R A G K P V I T A T Q M L E S M I K N P R P T R A E S D V A 310: [0, 1468, 1206, 1477]
sequence-row[interactable]: Q7SUA2_BOMMO/45-387 45 R R T K I V C T I G P E A A T N S V E M L E K L I K A G M N V A R L N F S H G D H E E H K E R I N N V R E A A A K T G K K P L R K R P V A I L L D T K G P E I R T G K L E G G S K D - G K L A D I E L K A G D E F T L T V A - T D K S - N S T V G C D D G R 147: [0, 156, 1206, 166]
sequence-name[interactable]: Q2QXR1_ORYSJ/30-371: [1, 781, 133, 790]
sequence-row[interactable]: G2JVS3_SYNJA/129-470 235 E T I V A V D Y K L P G L A K D V K V G D T R L V D D V L F T G S E T G L I L S E V T E V N V A C D P D D T V V C K V T H A R E N G S G K L - G E S R K G V N V - C D E L L P G V S V D L P A L T E K D K K D L L K F G V E Q T G V D F I A A S F V R K 336: [0, 740, 1206, 750]
sequence-row[interactable]: F4YPK1_ECOLI/2-336 202 A S D V K E I R E V L G E R S T R - G D E G D K D I T - K I I R K I E N G E G V N N - D K R E I E A A C - E G S D G K T Q P F G E I M V A R G D L G V E I P A E E V K L A Q K M I I E K C N R A G K P V I T A T Q M L E S M I K N P R P T R A E S D V A 308: [0, 1366, 1206, 1375]
sequence-row[interactable]: B0AUH8_BACAN/6-330 6 R R T K I V C T I G P E A A T N S V E M L E K L I K A G M N V A R L N F S H G D H E E H K E R I N N V R E A A A K T G K K P L R K R P V A I L L D T K G P E I R T G K L E G G S K G K L N - A D I E L K A G D E F T L T - D E T D K S S T V - C G E G D L R 96: [0, 14, 1206, 23]
sequence-name[interactable]: A7PLB2_TOBAC/114-457: [1, 2205, 133, 2214]
sequence-row[interactable]: Q5L5J9_CHLAB/3-335 3 R R T K I V C T I G P E A A T N S V E M L E K L I K A G M N V A R L N F S H G D H E E H K E R I N N V R E A A A K T G K K P L R K R P V A I L L D T K G P E I R T G K L E G G S K - K L N S A D I E L K A G D E F T L T C - E T D K S S T V A - G E G D - R 102: [0, 238, 1206, 247]
sequence-name[interactable]: B1WQD0_CYAA5/142-486: [1, 1294, 133, 1303]
sequence-name[interactable]: E4TKM1_SULKY/117-464: [1, 1980, 133, 1989]
sequence-row[interactable]: NPYIK_YEAST/19-356 219 A S D V R E I R E V L G E R A C R E G D L G D K D I - D K I I K K I E N G E G V N N L D S K E I E A E - K L N S D G K C Q P F G L I M V A R G D L G V E I P A E E V R L A Q K M I I E K C N R A G K P V I T A T Q M L E S M I K N P R P T R A E S D V A 321: [0, 1600, 1206, 1609]
sequence-row[interactable]: Q3LFHB_PROFR/3-333 3 R R T K I V C T I G P E A A T N S V E M L E K L I K A G M N V A R L N F S H G D H E E H K E R I N N V R E A A A K T G K K P L K R R P V A I L L D T K G P E I R T G K L E G G S K L - S T V A D I E L K A G D E F T L T E G - T D K S - A C D E G K L D S K 107: [0, 207, 1206, 216]
sequence-name[interactable]: Q9U016_GIAIN/38-383: [1, 1651, 133, 1660]
sequence-row[interactable]: E6VPP8_RHOPX/129-475 129 R R T K I V C T I G P E A A T N S V E M L E K L I K A G M N V A R L N F S H G D H E E H K E R I N N V R E A A A K T G K K P L K R R P V A I L L D T K G P E I R T G K L E G G S K - G K L N A D I E L K A G D E F T L T A - D T D K S N S T V - G D E D - K 240: [0, 86, 1206, 95]
sequence-row[interactable]: Q3R7F6_XYLFA/6-339 6 R R T K I V C T I G P E A A T N S V E M L E K L I K A G M N V A R L N F S H G D H E E H K E R I N N V R E A A A K T G K K P L R K R P V A I L L D T K G P E I R T G K L E G G S K T V A C - A D I E L K A G D E F T L T - N S T D K S D E G - L G S T D A R 108: [0, 217, 1206, 226]
sequence-row[interactable]: Q31096_SHIB5/3-336 104 E N I V A V D Y E G P G L A K D V K V G D T R L V D D V L F T G S E T G L I L S E V T E V N S - V A P D D T V V C K V T H A R E N G L G K L V G - S R K G V N S T V - C L L P G V S V D L P A L T E K D K K D L L K F G V E Q N G V D F I A A S F V R K 198: [0, 883, 1206, 892]
sequence-name[interactable]: D1TXZ1_YERPB/2-336: [1, 1325, 133, 1334]
sequence-row[interactable]: A1L2K2_XENLA/43-386 43 R R T K I V C T I G P E A A T N S V E M L E K L I K A G M N V A R L N F S H G D H E E H K E R I N N V R E A A A K T G K K P L R K R P V A I L L D T K G P E I R T G K L E G G S K K L - S T A D I E L K A G D E F T L T D E G T D K S T - A C D G - K D N R 154: [0, 278, 1206, 287]
sequence-name[interactable]: Q07UB2_CLOP1/2-336: [1, 822, 133, 831]
sequence-row[interactable]: Q8D365_WIGBR/6-347 213 A S D V K E I R E V L G E R C - R G G D - G D K D I D E K I I R K I E N G E G V N N N D T R E I E A - K L N S S D G K D Q P F G N I M V A R G D L G V E I P A E E V K L A Q K M I I E K C N R A G K P V I T A T Q M L E S M I K N P R P T R A E S D V A 322: [0, 1529, 1206, 1538]
sequence-name[interactable]: Q3LFHB_PROFR/3-333: [1, 1478, 133, 1487]
sequence-name[interactable]: NPYIK_EIMTE/56-391: [1, 944, 133, 953]
sequence-row[interactable]: Q9H5Y5_ASPO2/33-370 238 A S D V R E I R E V L G E R C D R G G D N G D K D I D E K I I K K I E N G E G V N N N D T K E I E A G K L - S S D G K D Q P F G N I M V A R G D L G V E I P A E E V R L A Q K M I I E K C N R A G K P V I T A T Q M L E S M I K N P R P T R A E S D V A 349: [0, 1641, 1206, 1650]
sequence-name[interactable]: B3KZ58_AGRVS/144-492: [1, 1305, 133, 1314]
sequence-row[interactable]: Q5L5J9_CHLAB/3-335 103 E G I V A V D Y A - P G L A K D V K V G D T K L V D D V L F T G S E T G L I L S E V T E V N K L N - P D D T V V C K V T H A K E N G E G K L N G T S R K G V N - L N S T L L P G V S V D L P A L T E K D K R D L L K F G V E Q G G V D F I A A S F V R K 196: [0, 873, 1206, 882]
sequence-name[interactable]: Q8D365_WIGBR/6-347: [1, 893, 133, 902]
sequence-row[interactable]: O17835_CAEEL/116-455 226 E G I V A V D Y A C P G L A K D V K V G D T R L V D D V L F T G S E T G L I L S E V T E V N K - N S P D D T V V C K V T H A R E N G E G K L N G - S R K G V N K L N - T L L P G V S V D L P A L T E K D K K D L L K F G V E Q G G V D F I A A S F V R K 320: [0, 985, 1206, 994]
sequence-row[interactable]: Q3R7F6_XYLFA/6-339 109 E T I V A V D Y - L P G L A K D V K V G D T K L V D D V L F T G S E T G L I L S E V T E V N V A - D P D D T V V C K V T H A K E N G S G K L C G E S R K G V N V A C D - L L P G V S V D L P A L T E K D K R D L L K F G V E Q T G V D F I A A S F V R K 200: [0, 852, 1206, 861]
sequence-name[interactable]: C6XJD6_HIPBI/10-337: [1, 679, 133, 689]
sequence-name[interactable]: Q7SUA2_BOMMO/45-387: [1, 156, 133, 166]
sequence-row[interactable]: D4TEV4_9NOST/136-467 245 E S I V A V D Y - K P G L A K D V K V G D T R L V D D V L F T G S E T G L I L S E V T E V N T V - C P D D T V V C K V T H A R E N G N G K L A G D S R K G V N T V A C - L L P G V S V D L P A L T E K D K K D L L K F G V E Q S G V D F I A A S F V R K 346: [0, 699, 1206, 709]
sequence-row[interactable]: A0YDD5_MICAB/144-492 462 N A V L D G L T D A V M L S G E T A K G K Y P V E A V T I M A T I C R A E 492: [0, 1909, 1206, 1918]
sequence-row[interactable]: Q8D365_WIGBR/6-347 116 E V I V A V D Y L N P G L A K D V K V G D T K L V D D V L F T G S E T G L I L S E V T E V N A C D E P D D T V V C K V T H A K E N G T G K L - G G S R K G V N A - D E G L L P G V S V D L P A L T E K D K R D L L K F G V E Q V G V D F I A A S F V R K 212: [0, 893, 1206, 902]
sequence-name[interactable]: Q9FNN1_ARATH/20-356: [1, 2266, 133, 2275]
sequence-name[interactable]: Q9H5Y5_ASPO2/33-370: [1, 2276, 133, 2285]
sequence-name[interactable]: B8UA51_PICSI/115-446: [1, 136, 133, 146]
sequence-name[interactable]: Q8D365_WIGBR/6-347: [1, 2164, 133, 2173]
sequence-name[interactable]: Q1CRX4_YERPN/3-336: [1, 2103, 133, 2112]
sequence-row[interactable]: A0YDD5_MICAB/144-492 144 R R T K I V C T I G P E A A T N S V E M L E K L I K A G M N V A R L N F S H G D H E E H K E R I N N V R E A A A K T G K K P L K R R P V A I L L D T K G P E I R T G K L E G G S K C - E G K A D I E L K A G D E F T L T T V - T D K S - L N S T G A C D E K 254: [0, 4, 1206, 13]
sequence-row[interactable]: A0YPK2_ECOLI/6-342 308 N A V L D G V T D A V M L S G E T A K G K Y P V E A V T I M A T I C R A E 342: [0, 2072, 1206, 2081]
sequence-row[interactable]: B4R000_DROS/87-429 87 R R T K I V C T I G P E A A T N S V E M L E K L I K A G M N V A R L N F S H G D H E E H K E R I N N V R E A A A K T G K K P L K R R P V A I L L D T K G P E I R T G K L E G G S K G K - N S A D I E L K A G D E F T L T C D E T D K S S - V A C G - G D L K 210: [0, 126, 1206, 135]
sequence-name[interactable]: NPYIK1_TRYBB/20-356: [1, 1590, 133, 1599]
sequence-name[interactable]: F4YPK1_ECOLI/2-336: [1, 730, 133, 740]
sequence-row[interactable]: Q1CRX4_YERPN/3-336 110 E E I V A V D Y V A P G L A K D V K V G D T K L V D D V L F T G S E T G L I L S E V T E V N G - L N P D D T V V C K V T H A K E N G D G K L L G - S R K G V N G K L - S L L P G V S V D L P A L T E K D K R D L L K F G V E Q E G V D F I A A S F V R K 202: [0, 832, 1206, 841]
sequence-name[interactable]: O17835_CAEEL/116-455: [1, 1621, 133, 1630]
sequence-name[interactable]: Q31096_SHIB5/3-336: [1, 248, 133, 257]
sequence-row[interactable]: NPYIK_FELCA/43-386 353 N A V L D G L T D A V M L S G E T A K G K Y P V E A V T I M A T I C R A E 386: [0, 2246, 1206, 2255]
sequence-row[interactable]: D1TXZ1_YERPB/2-336 104 E K I V A V D Y C D P G L A K D V K V G D T K L V D D V L F T G S E T G L I L S E V T E V N L N S T P D D T V V C K V T H A K E N G G G K L - G V S R K G V N L - S T V L L P G V S V D L P A L T E K D K R D L L K F G V E Q K G V D F I A A S F V R K 199: [0, 689, 1206, 699]
sequence-name[interactable]: A1L2K2_XENLA/43-386: [1, 278, 133, 287]
sequence-name[interactable]: B0AUH8_BACAN/6-330: [1, 1284, 133, 1293]
sequence-name[interactable]: Q9U016_GIAIN/38-383: [1, 1015, 133, 1024]
sequence-row[interactable]: Q5L5J9_CHLAB/3-335 303 N A V L D G T T D A V M L S G E T A K G K Y P V E A V T I M A T I C R A E 335: [0, 2144, 1206, 2153]
sequence-name[interactable]: Q5L5J9_CHLAB/3-335: [1, 1509, 133, 1518]
sequence-row[interactable]: F4YPK1_ECOLI/2-336 106 E L I V A V D Y D E P G L A K D V K V G D T K L V D D V L F T G S E T G L I L S E V T E V N N - T V P D D T V V C K V T H A K E N G K G K L T G - S R K G V N N S T - A L L P G V S V D L P A L T E K D K R D L L K F G V E Q L G V D F I A A S F V R K 201: [0, 730, 1206, 740]
sequence-row[interactable]: B8UA51_PICSI/115-446 115 R R T K I V C T I G P E A A T N S V E M L E K L I K A G M N V A R L N F S H G D H E E H K E R I N N V R E A A A K T G K K P L R K R P V A I L L D T K G P E I R T G K L E G G S K - S T V A A D I E L K A G D E F T L T G - L T D K S A C D E - G L N D - R 214: [0, 136, 1206, 146]
sequence-name[interactable]: Q8DEF1_VIBVU/2-336: [1, 903, 133, 912]
sequence-name[interactable]: Q04F01_OENOB/2-340: [1, 2082, 133, 2091]
sequence-name[interactable]: Q7SUA2_BOMMO/45-387: [1, 791, 133, 800]
sequence-name[interactable]: NPYIK_YEAST/19-356: [1, 2235, 133, 2244]
sequence-row[interactable]: Q2QXR1_ORYSJ/30-371 30 R R T K I V C T I G P E A A T N S V E M L E K L I K A G M N V A R L N F S H G D H E E H K E R I N N V R E A A A K T G K K P L K R R P V A I L L D T K G P E I R T G K L E G G S K V A C - E A D I E L K A G D E F T L T N S T T D K S E G - L N G T - D C K 131: [0, 146, 1206, 156]
sequence-name[interactable]: NPYIK1_TRYBB/20-356: [1, 319, 133, 328]
sequence-name[interactable]: A0YPK2_ECOLI/6-342: [1, 166, 133, 176]
sequence-row[interactable]: Q04F01_OENOB/2-340 2 R R T K I V C T I G P E A A T N S V E M L E K L I K A G M N V A R L N F S H G D H E E H K E R I N N V R E A A A K T G K K P L R K R P V A I L L D T K G P E I R T G K L E G G S K S T - A C A D I E L K A G D E F T L T K L N T D K S C - E G K G - S D V R 104: [0, 176, 1206, 186]
sequence-name[interactable]: A5B2D3_VITVI/1-359: [1, 2021, 133, 2030]
sequence-name[interactable]: NPYIK_FELCA/43-386: [1, 1611, 133, 1620]
sequence-row[interactable]: D1TXZ1_YERPB/2-336 309 N A V L D G V T D A V M L S G E T A K G K Y P V E A V T I M A T I C R A E 336: [0, 1960, 1206, 1969]
sequence-row[interactable]: A0YPK2_ECOLI/6-342 103 E K I V A V D Y - D P G L A K D V K V G D T R L V D D V L F T G S E T G L I L S E V T E V N L N - T P D D T V V C K V T H A R E N G G G K L S G V S R K G V N L N S T - L L P G V S V D L P A L T E K D K K D L L K F G V E Q K G V D F I A A S F V R K 199: [0, 801, 1206, 810]
sequence-row[interactable]: O17835_CAEEL/116-455 321 A S D V R E I R E V L G E R L N R - G D C G D K D I N - K I I K K I E N G E G V N N - D E K E I E A T V - C D S D G K N Q P F G C I M V A R G D L G V E I P A E E V R L A Q K M I I E K C N R A G K P V I T A T Q M L E S M I K N P R P T R A E S D V A 425: [0, 1621, 1206, 1630]
sequence-name[interactable]: NPYIK_EIMTE/56-391: [1, 1580, 133, 1589]
sequence-row[interactable]: Q9H5Y5_ASPO2/33-370 142 E V I V A V D Y - N P G L A K D V K V G D T R L V D D V L F T G S E T G L I L S E V T E V N A C - E P D D T V V C K V T H A R E N G T G K L D G G S R K G V N A C D E - L L P G V S V D L P A L T E K D K K D L L K F G V E Q V G V D F I A A S F V R K 237: [0, 1005, 1206, 1014]
sequence-name[interactable]: Q2QXR1_ORYSJ/30-371: [1, 2052, 133, 2061]
sequence-row[interactable]: B0AUH8_BACAN/6-330 295 N A V L D G T T D A V M L S G E T A K G K Y P V E A V T I M A T I C R A E 330: [0, 1919, 1206, 1928]
sequence-name[interactable]: NPYIK_YEAST/19-356: [1, 964, 133, 973]
sequence-row[interactable]: D4TEV4_9NOST/136-467 468 N A V L D G D T D A V M L S G E T A K G K Y P V E A V T I M A T I C R A E 467: [0, 1970, 1206, 1979]
sequence-row[interactable]: Q9U016_GIAIN/38-383 142 E - I V A V D Y T V P G L A K D V K V G D T K L V D D V L F T G S E T G L I L S E V T E V N - G K L P D D T V V C K V T H A K E N G - G K L K G N S R K G V N E G - L N L L P G V S V D L P A L T E K D K R D L L K F G V E Q - G V D F I A A S F V R K 239: [0, 1015, 1206, 1024]
sequence-name[interactable]: A5B2D3_VITVI/1-359: [1, 1386, 133, 1395]
sequence-name[interactable]: B8UA51_PICSI/115-446: [1, 1407, 133, 1416]
sequence-row[interactable]: Q9U016_GIAIN/38-383 240 A S D V K E I R E V L G E R G K R N G D V G D K D I - L K I I R K I E N G E G V N N V D C R E I E A N - T V A S D G K K Q P F G V I M V A R G D L G V E I P A E E V K L A Q K M I I E K C N R A G K P V I T A T Q M L E S M I K N P R P T R A E S D V A 346: [0, 1651, 1206, 1660]
sequence-name[interactable]: B8UA51_PICSI/115-446: [1, 2042, 133, 2051]
sequence-name[interactable]: D4TEV4_9NOST/136-467: [1, 1335, 133, 1344]
sequence-name[interactable]: C6XJD6_HIPBI/10-337: [1, 1315, 133, 1324]
sequence-row[interactable]: NPYIK_EIMTE/56-391 219 A S D V R E I R E V L G E R K - R S G D - G D K D I L N K I I K K I E N G E G V N N A D D K E I E A - T V A C S D G K L Q P F G A I M V A R G D L G V E I P A E E V R L A Q K M I I E K C N R A G K P V I T A T Q M L E S M I K N P R P T R A E S D V A 354: [0, 1580, 1206, 1589]
sequence-row[interactable]: B1WQD0_CYAA5/142-486 142 R R T K I V C T I G P E A A T N S V E M L E K L I K A G M N V A R L N F S H G D H E E H K E R I N N V R E A A A K T G K K P L K R R P V A I L L D T K G P E I R T G K L E G G S K N S - V A A D I E L K A G D E F T L T G K L T D K S A - D E G G - N D T K 247: [0, 24, 1206, 33]
sequence-row[interactable]: E4TKM1_SULKY/117-464 117 R R T K I V C T I G P E A A T N S V E M L E K L I K A G M N V A R L N F S H G D H E E H K E R I N N V R E A A A K T G K K P L R K R P V A I L L D T K G P E I R T G K L E G G S K A C - E G A D I E L K A G D E F T L T S T V T D K S G - L N S G - A D D R 228: [0, 75, 1206, 84]
sequence-name[interactable]: Q1CRX4_YERPN/3-336: [1, 1468, 133, 1477]
sequence-row[interactable]: A5B2D3_VITVI/1-359 1 R R T K I V C T I G P E A A T N S V E M L E K L I K A G M N V A R L N F S H G D H E E H K E R I N N V R E A A A K T G K K P L R K R P V A I L L D T K G P E I R T G K L E G G S K C D E G - A D I E L K A G D E F T L T - V A T D K S K L N - T G A C D E R 115: [0, 116, 1206, 125]
sequence-name[interactable]: Q04F01_OENOB/2-340: [1, 1447, 133, 1456]
sequence-row[interactable]: A5B2D3_VITVI/1-359 211 A S D V K E I R E V L G E R E G R L G D T G D K D I G K K I I R K I E N G E G V N N T D A R E I E A L N S - V S D G K G Q P F G T I M V A R G D L G V E I P A E E V K L A Q K M I I E K C N R A G K P V I T A T Q M L E S M I K N P R P T R A E S D V A 316: [0, 1386, 1206, 1395]
sequence-row[interactable]: G2JVS3_SYNJA/129-470 337 A S D V R E I R E V L G E R A - R E G D - G D K D I C D K I I K K I E N G E G V N N L D S K E I E A - G K L N S D G K C Q P F G L I M V A R G D L G V E I P A E E V R L A Q K M I I E K C N R A G K P V I T A T Q M L E S M I K N P R P T R A E S D V A 452: [0, 1376, 1206, 1385]
sequence-name[interactable]: F4YPK1_ECOLI/2-336: [1, 96, 133, 105]
sequence-name[interactable]: F4YPK1_ECOLI/2-336: [1, 1366, 133, 1375]
sequence-row[interactable]: Q04F01_OENOB/2-340 305 N A V L D G - T D A V M L S G E T A K G K Y P V E A V T I M A T I C R A E 340: [0, 2082, 1206, 2091]
sequence-name[interactable]: B1WQD0_CYAA5/142-486: [1, 24, 133, 33]
sequence-name[interactable]: Q04F01_OENOB/2-340: [1, 176, 133, 186]
sequence-name[interactable]: Q5L5J9_CHLAB/3-335: [1, 238, 133, 247]
sequence-name[interactable]: Q9FNN1_ARATH/20-356: [1, 995, 133, 1004]
sequence-name[interactable]: Q4KTA5_PSEF5/4-340: [1, 862, 133, 871]
sequence-name[interactable]: Q9H5Y5_ASPO2/33-370: [1, 370, 133, 379]
sequence-name[interactable]: A0YPK2_ECOLI/6-342: [1, 1437, 133, 1446]
sequence-name[interactable]: Q3R7F6_XYLFA/6-339: [1, 1488, 133, 1497]
sequence-row[interactable]: A7PLB2_TOBAC/114-457 448 N A V L D G K T D A V M L S G E T A K G K Y P V E A V T I M A T I C R A E 457: [0, 2205, 1206, 2214]
sequence-name[interactable]: Q1CRX4_YERPN/3-336: [1, 832, 133, 841]
sequence-name[interactable]: A1L2K2_XENLA/43-386: [1, 913, 133, 922]
sequence-name[interactable]: E4TKM1_SULKY/117-464: [1, 75, 133, 84]
sequence-name[interactable]: Q07UB2_CLOP1/2-336: [1, 187, 133, 196]
sequence-name[interactable]: Q07UB2_CLOP1/2-336: [1, 1458, 133, 1467]
sequence-name[interactable]: E6VPP8_RHOPX/129-475: [1, 1356, 133, 1365]
sequence-row[interactable]: Q3LFHB_PROFR/3-333 108 E L I V A V D Y D E P G L A K D V K V G D T R L V D D V L F T G S E T G L I L S E V T E V N N S T V P D D T V V C K V T H A R E N G K G K L - G A S R K G V N N - T V A L L P G V S V D L P A L T E K D K K D L L K F G V E Q L G V D F I A A S F V R K 197: [0, 842, 1206, 851]
sequence-name[interactable]: Q3R7F6_XYLFA/6-339: [1, 2123, 133, 2132]
sequence-name[interactable]: Q9U016_GIAIN/38-383: [1, 380, 133, 389]
sequence-name[interactable]: B0AUH8_BACAN/6-330: [1, 1919, 133, 1928]
sequence-row[interactable]: Q3LFHB_PROFR/3-333 198 A S D V R E I R E V L G E R S - R A G D - G D K D I T V K I I K K I E N G E G V N N E D K K E I E A - C D E G S D G K T Q P F G E I M V A R G D L G V E I P A E E V R L A Q K M I I E K C N R A G K P V I T A T Q M L E S M I K N P R P T R A E S D V A 303: [0, 1478, 1206, 1487]
sequence-row[interactable]: NPYIK1_TRYBB/20-356 20 R R T K I V C T I G P E A A T N S V E M L E K L I K A G M N V A R L N F S H G D H E E H K E R I N N V R E A A A K T G K K P L R K R P V A I L L D T K G P E I R T G K L E G G S K L N S T - A D I E L K A G D E F T L T - G K T D K S V A C - E G K L D S R 122: [0, 319, 1206, 328]
sequence-row[interactable]: B1WQD0_CYAA5/142-486 248 E - I V A V D Y E G P G L A K D V K V G D T R L V D D V L F T G S E T G L I L S E V T E V N - T V A P D D T V V C K V T H A R E N G - G K L V G C S R K G V N S T - A C L L P G V S V D L P A L T E K D K K D L L K F G V E Q - G V D F I A A S F V R K 349: [0, 659, 1206, 668]
sequence-row[interactable]: Q5L5J9_CHLAB/3-335 197 A S D V K E I R E V L G E R - N R T G D C G D K D I N S K I I R K I E N G E G V N N C D - R E I E A T V A C - S D G K - Q P F G - I M V A R G D L G V E I P A E E V K L A Q K M I I E K C N R A G K P V I T A T Q M L E S M I K N P R P T R A E S D V A 302: [0, 1509, 1206, 1518]
sequence-row[interactable]: E6VPP8_RHOPX/129-475 241 E E I V A V D Y V - P G L A K D V K V G D T R L V D D V L F T G S E T G L I L S E V T E V N G K L - P D D T V V C K V T H A R E N G D G K L L G S S R K G V N - K L N S L L P G V S V D L P A L T E K D K K D L L K F G V E Q E G V D F I A A S F V R K 344: [0, 720, 1206, 730]
sequence-name[interactable]: NPYIK_YEAST/19-356: [1, 1600, 133, 1609]
sequence-name[interactable]: Q5L5J9_CHLAB/3-335: [1, 2144, 133, 2153]
sequence-name[interactable]: B0AUH8_BACAN/6-330: [1, 649, 133, 658]
sequence-name[interactable]: B0AUH8_BACAN/6-330: [1, 14, 133, 23]
sequence-row[interactable]: A0YPK2_ECOLI/6-342 6 R R T K I V C T I G P E A A T N S V E M L E K L I K A G M N V A R L N F S H G D H E E H K E R I N N V R E A A A K T G K K P L K R R P V A I L L D T K G P E I R T G K L E G G S K K L N S - A D I E L K A G D E F T L T - E G T D K S T V A - D G G K D N K 102: [0, 166, 1206, 176]
sequence-row[interactable]: Q8DEF1_VIBVU/2-336 2 R R T K I V C T I G P E A A T N S V E M L E K L I K A G M N V A R L N F S H G D H E E H K E R I N N V R E A A A K T G K K P L K R R P V A I L L D T K G P E I R T G K L E G G S K D E G K - A D I E L K A G D E F T L T - A C T D K S L N S - V G C D D G K 104: [0, 268, 1206, 277]
sequence-name[interactable]: Q07UB2_CLOP1/2-336: [1, 2093, 133, 2102]
sequence-row[interactable]: Q8D365_WIGBR/6-347 6 R R T K I V C T I G P E A A T N S V E M L E K L I K A G M N V A R L N F S H G D H E E H K E R I N N V R E A A A K T G K K P L R K R P V A I L L D T K G P E I R T G K L E G G S K V - C D E A D I E L K A G D E F T L T N S - T D K S - G K L N G T V D C R 115: [0, 258, 1206, 267]
sequence-row[interactable]: B1WQD0_CYAA5/142-486 486 N A V L D G - T D A V M L S G E T A K G K Y P V E A V T I M A T I C R A E 486: [0, 1929, 1206, 1938]
sequence-name[interactable]: A4S831_OSTLU/40-378: [1, 289, 133, 298]
sequence-row[interactable]: Q3R7F6_XYLFA/6-339 303 N A V L D G E T D A V M L S G E T A K G K Y P V E A V T I M A T I C R A E 339: [0, 2123, 1206, 2132]
sequence-name[interactable]: Q3LFHB_PROFR/3-333: [1, 842, 133, 851]
sequence-row[interactable]: Q07UB2_CLOP1/2-336 310 N A V L D G K T D A V M L S G E T A K G K Y P V E A V T I M A T I C R A E 336: [0, 2093, 1206, 2102]
sequence-name[interactable]: G2JVS3_SYNJA/129-470: [1, 2011, 133, 2020]
sequence-name[interactable]: E4TKM1_SULKY/117-464: [1, 1345, 133, 1354]
sequence-row[interactable]: B4R000_DROS/87-429 211 E - I V A V D Y A C P G L A K D V K V G D T R L V D D V L F T G S E T G L I L S E V T E V N - L N S P D D T V V C K V T H A R E N G - G K L N G T S R K G V N K L - S T L L P G V S V D L P A L T E K D K K D L L K F G V E Q - G V D F I A A S F V R K 305: [0, 760, 1206, 770]
sequence-row[interactable]: Q8DEF1_VIBVU/2-336 310 N A V L D G N T D A V M L S G E T A K G K Y P V E A V T I M A T I C R A E 336: [0, 2174, 1206, 2183]
sequence-row[interactable]: Q8DEF1_VIBVU/2-336 105 E D I V A V D Y - V P G L A K D V K V G D T R L V D D V L F T G S E T G L I L S E V T E V N E G - L P D D T V V C K V T H A R E N G C G K L K G N S R K G V N E G K L - L L P G V S V D L P A L T E K D K K D L L K F G V E Q D G V D F I A A S F V R K 201: [0, 903, 1206, 912]
sequence-row[interactable]: Q7SUA2_BOMMO/45-387 352 N A V L D G N T D A V M L S G E T A K G K Y P V E A V T I M A T I C R A E 387: [0, 2062, 1206, 2071]
sequence-name[interactable]: A4S831_OSTLU/40-378: [1, 1560, 133, 1569]
sequence-name[interactable]: B4R000_DROS/87-429: [1, 1396, 133, 1405]
sequence-row[interactable]: Q4KTA5_PSEF5/4-340 106 E - I V A V D Y S T P G L A K D V K V G D T R L V D D V L F T G S E T G L I L S E V T E V N - E G K P D D T V V C K V T H A R E N G - G K L G G L S R K G V N D E - K L L L P G V S V D L P A L T E K D K K D L L K F G V E Q - G V D F I A A S F V R K 201: [0, 862, 1206, 871]
sequence-name[interactable]: Q3LFHB_PROFR/3-333: [1, 207, 133, 216]
sequence-name[interactable]: A0YDD5_MICAB/144-492: [1, 4, 133, 13]
sequence-name[interactable]: Q9FNN1_ARATH/20-356: [1, 360, 133, 369]
sequence-name[interactable]: B4R000_DROS/87-429: [1, 126, 133, 135]
sequence-name[interactable]: Q31096_SHIB5/3-336: [1, 1519, 133, 1528]
sequence-name[interactable]: B8UA51_PICSI/115-446: [1, 771, 133, 780]
sequence-row[interactable]: A7PLB2_TOBAC/114-457 114 R R T K I V C T I G P E A A T N S V E M L E K L I K A G M N V A R L N F S H G D H E E H K E R I N N V R E A A A K T G K K P L R K R P V A I L L D T K G P E I R T G K L E G G S K A C D - G A D I E L K A G D E F T L T S T V T D K S G K - N S G V - D D R 235: [0, 299, 1206, 308]
sequence-name[interactable]: A1L2K2_XENLA/43-386: [1, 1549, 133, 1558]
sequence-row[interactable]: Q9H5Y5_ASPO2/33-370 33 R R T K I V C T I G P E A A T N S V E M L E K L I K A G M N V A R L N F S H G D H E E H K E R I N N V R E A A A K T G K K P L K R R P V A I L L D T K G P E I R T G K L E G G S K V A C D - A D I E L K A G D E F T L T - S T T D K S E G K - N G T V D C K 141: [0, 370, 1206, 379]
sequence-name[interactable]: B3KZ58_AGRVS/144-492: [1, 669, 133, 679]
sequence-name[interactable]: Q4KTA5_PSEF5/4-340: [1, 2133, 133, 2142]
sequence-name[interactable]: Q8D365_WIGBR/6-347: [1, 258, 133, 267]
